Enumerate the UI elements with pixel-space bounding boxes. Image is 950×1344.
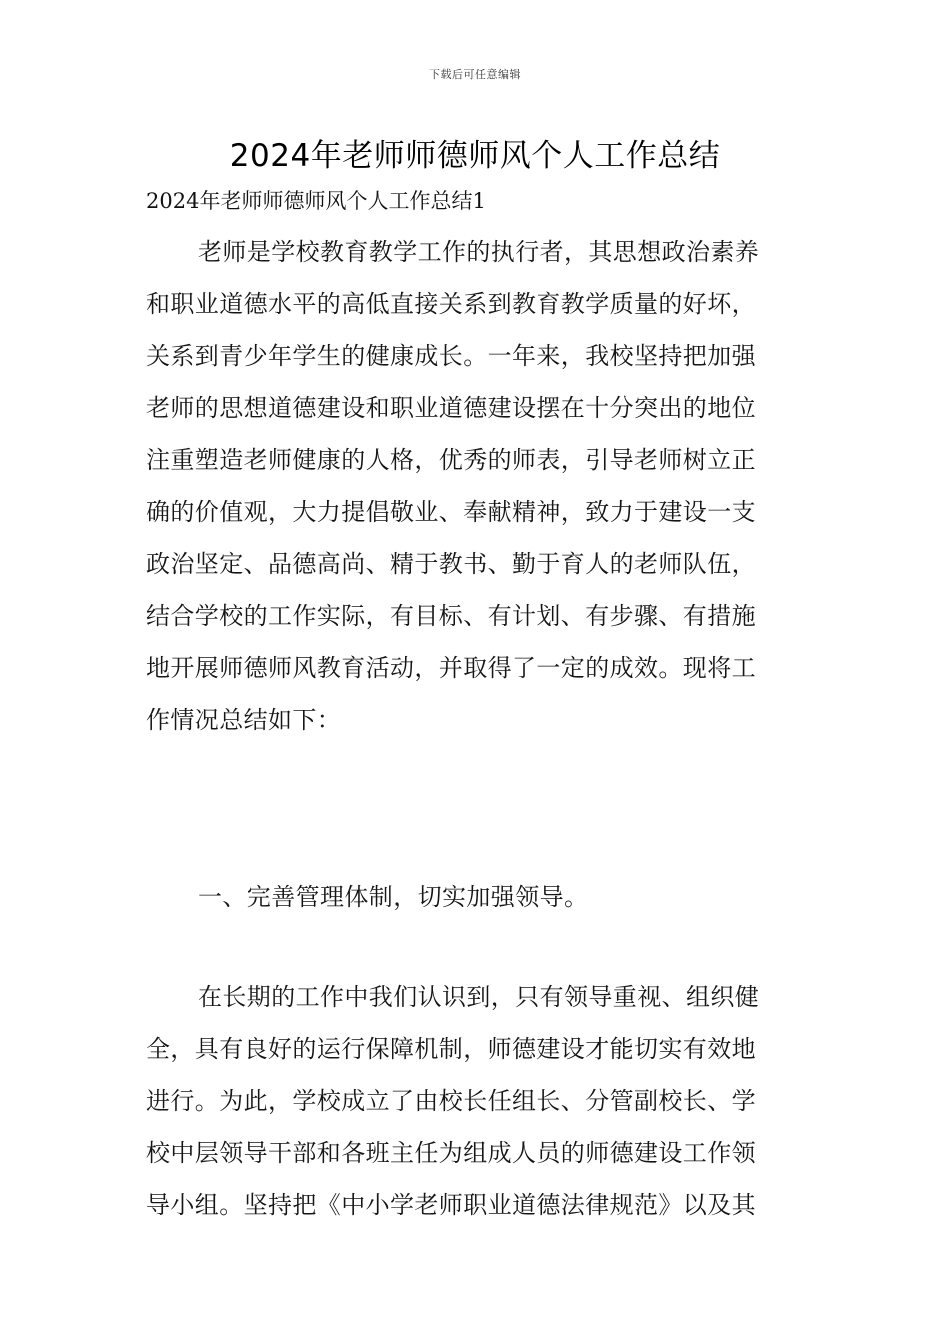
header-note: 下载后可任意编辑 (429, 68, 521, 81)
section-1-paragraph (146, 971, 811, 1231)
section-1-heading: 一、完善管理体制，切实加强领导。 (198, 883, 589, 911)
intro-line: 和职业道德水平的高低直接关系到教育教学质量的好坏， (146, 290, 756, 318)
section-1-line: 在长期的工作中我们认识到，只有领导重视、组织健 (198, 983, 760, 1011)
section-1-line: 进行。为此，学校成立了由校长任组长、分管副校长、学 (146, 1087, 756, 1115)
section-1-line: 全，具有良好的运行保障机制，师德建设才能切实有效地 (146, 1035, 756, 1063)
section-1-line: 校中层领导干部和各班主任为组成人员的师德建设工作领 (146, 1139, 756, 1167)
intro-line: 老师的思想道德建设和职业道德建设摆在十分突出的地位 (146, 394, 756, 422)
intro-paragraph (146, 226, 811, 746)
section-1-line: 导小组。坚持把《中小学老师职业道德法律规范》以及其 (146, 1191, 756, 1219)
intro-line: 老师是学校教育教学工作的执行者，其思想政治素养 (198, 238, 760, 266)
document-title: 2024年老师师德师风个人工作总结 (229, 138, 721, 174)
intro-line: 关系到青少年学生的健康成长。一年来，我校坚持把加强 (146, 342, 756, 370)
intro-line: 作情况总结如下： (146, 706, 342, 734)
section-subtitle: 2024年老师师德师风个人工作总结1 (146, 189, 486, 213)
intro-line: 确的价值观，大力提倡敬业、奉献精神，致力于建设一支 (146, 498, 756, 526)
intro-line: 政治坚定、品德高尚、精于教书、勤于育人的老师队伍， (146, 550, 756, 578)
intro-line: 地开展师德师风教育活动，并取得了一定的成效。现将工 (146, 654, 756, 682)
section-1-heading-block (146, 871, 811, 923)
intro-line: 结合学校的工作实际，有目标、有计划、有步骤、有措施 (146, 602, 756, 630)
intro-line: 注重塑造老师健康的人格，优秀的师表，引导老师树立正 (146, 446, 756, 474)
